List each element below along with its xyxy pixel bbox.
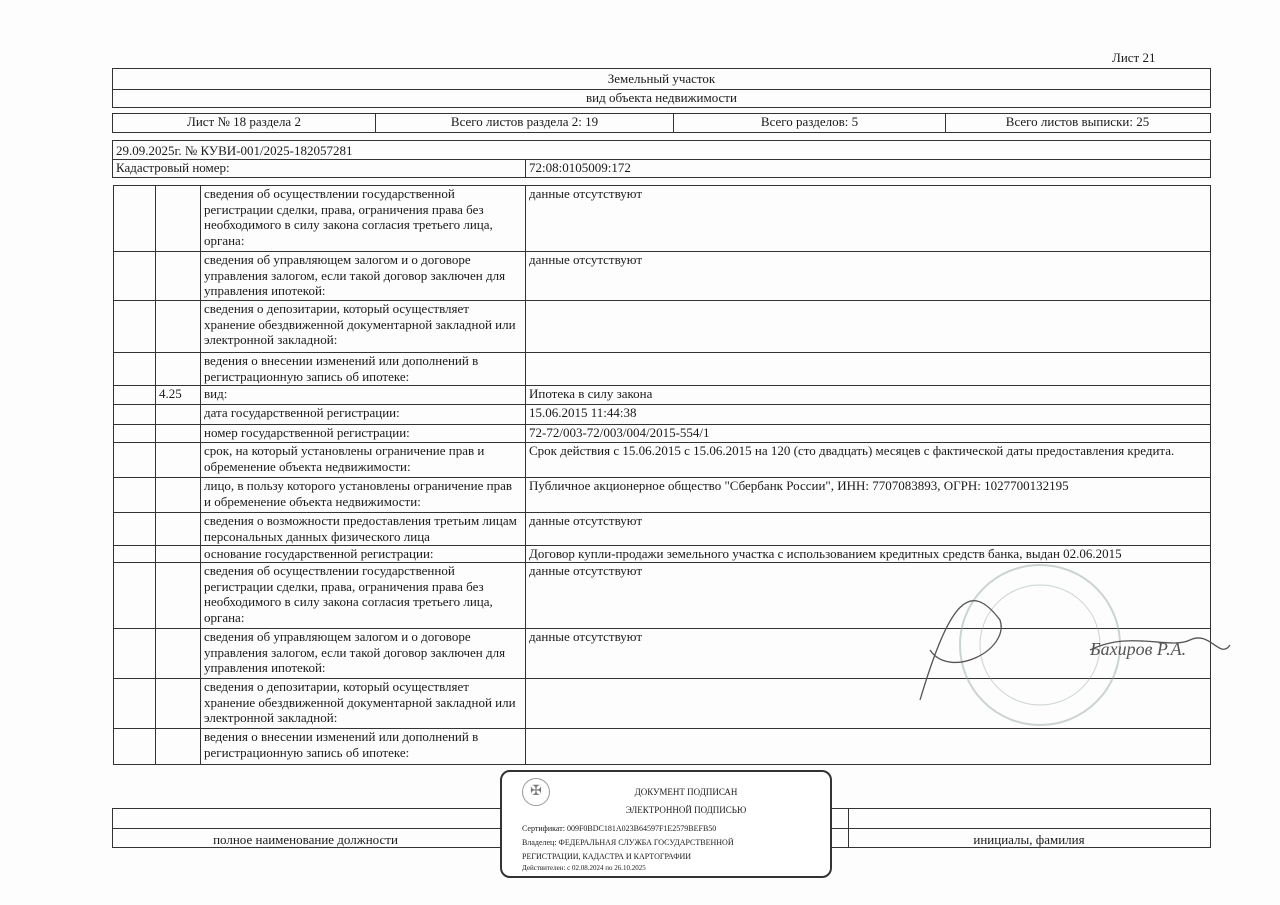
row-value: 72-72/003-72/003/004/2015-554/1 (526, 425, 1211, 443)
row-value: данные отсутствуют (526, 629, 1211, 679)
sheet-number: Лист 21 (1112, 50, 1156, 65)
row-label: вид: (201, 386, 526, 405)
row-blank (114, 386, 156, 405)
stamp-owner-2: РЕГИСТРАЦИИ, КАДАСТРА И КАРТОГРАФИИ (522, 852, 692, 861)
row-label: сведения об управляющем залогом и о договоре управления залогом, если такой договор заключен для управления ипотекой: (201, 252, 526, 301)
stamp-title: ДОКУМЕНТ ПОДПИСАН (634, 787, 738, 797)
row-blank (114, 513, 156, 546)
row-label: сведения о возможности предоставления третьим лицам персональных данных физического лица (201, 513, 526, 546)
electronic-signature-stamp (500, 770, 832, 878)
table-row (114, 386, 1211, 405)
row-value: данные отсутствуют (526, 513, 1211, 546)
object-type-box (112, 68, 1211, 108)
row-value: 15.06.2015 11:44:38 (526, 405, 1211, 425)
row-number (156, 478, 201, 513)
row-value (526, 353, 1211, 386)
row-blank (114, 252, 156, 301)
row-value: Срок действия с 15.06.2015 с 15.06.2015 на 120 (сто двадцать) месяцев с фактической даты предоставления кредита. (526, 443, 1211, 478)
row-number (156, 252, 201, 301)
row-blank (114, 186, 156, 252)
position-label: полное наименование должности (213, 832, 398, 847)
row-number: 4.25 (156, 386, 201, 405)
stamp-owner: Владелец: ФЕДЕРАЛЬНАЯ СЛУЖБА ГОСУДАРСТВЕННОЙ (522, 838, 734, 847)
row-number (156, 186, 201, 252)
row-blank (114, 679, 156, 729)
total-sheets: Всего листов выписки: 25 (1005, 114, 1150, 129)
row-number (156, 729, 201, 765)
row-number (156, 425, 201, 443)
row-number (156, 629, 201, 679)
row-label: сведения о депозитарии, который осуществляет хранение обездвиженной документарной закладной или электронной закладной: (201, 301, 526, 353)
table-row (114, 353, 1211, 386)
row-number (156, 301, 201, 353)
row-blank (114, 629, 156, 679)
row-blank (114, 729, 156, 765)
row-blank (114, 546, 156, 563)
row-blank (114, 405, 156, 425)
row-label: ведения о внесении изменений или дополнений в регистрационную запись об ипотеке: (201, 729, 526, 765)
row-number (156, 443, 201, 478)
table-row (114, 252, 1211, 301)
row-blank (114, 353, 156, 386)
row-value (526, 301, 1211, 353)
row-value: данные отсутствуют (526, 563, 1211, 629)
signature-text: Бахиров Р.А. (1090, 639, 1187, 659)
object-type-caption: вид объекта недвижимости (586, 90, 737, 105)
doc-reference: 29.09.2025г. № КУВИ-001/2025-182057281 (116, 143, 353, 158)
table-row (114, 425, 1211, 443)
row-label: сведения об осуществлении государственной регистрации сделки, права, ограничения права без необходимого в силу закона согласия третьего лица, органа: (201, 563, 526, 629)
row-number (156, 679, 201, 729)
table-row (114, 478, 1211, 513)
table-row (114, 186, 1211, 252)
row-number (156, 546, 201, 563)
row-value: данные отсутствуют (526, 186, 1211, 252)
row-blank (114, 425, 156, 443)
object-type: Земельный участок (607, 71, 716, 86)
cadastral-label: Кадастровый номер: (116, 160, 230, 175)
official-seal-and-signature (890, 560, 1250, 730)
sheet-info-row (112, 113, 1211, 133)
row-label: основание государственной регистрации: (201, 546, 526, 563)
row-label: сведения об управляющем залогом и о договоре управления залогом, если такой договор заключен для управления ипотекой: (201, 629, 526, 679)
stamp-validity: Действителен: с 02.08.2024 по 26.10.2025 (522, 864, 646, 872)
table-row (114, 443, 1211, 478)
doc-info-box (112, 140, 1211, 178)
row-value: Договор купли-продажи земельного участка с использованием кредитных средств банка, выдан 02.06.2015 (526, 546, 1211, 563)
row-blank (114, 563, 156, 629)
row-label: номер государственной регистрации: (201, 425, 526, 443)
sheet-no: Лист № 18 раздела 2 (113, 114, 376, 132)
row-label: дата государственной регистрации: (201, 405, 526, 425)
row-label: лицо, в пользу которого установлены ограничение прав и обременение объекта недвижимости: (201, 478, 526, 513)
row-number (156, 563, 201, 629)
stamp-subtitle: ЭЛЕКТРОННОЙ ПОДПИСЬЮ (625, 805, 747, 815)
row-blank (114, 301, 156, 353)
table-row (114, 301, 1211, 353)
row-label: сведения об осуществлении государственной регистрации сделки, права, ограничения права без необходимого в силу закона согласия третьего лица, органа: (201, 186, 526, 252)
stamp-certificate: Сертификат: 009F0BDC181A023B64597F1E2579BEFB50 (522, 824, 717, 833)
table-row (114, 513, 1211, 546)
table-row (114, 405, 1211, 425)
row-blank (114, 478, 156, 513)
row-label: сведения о депозитарии, который осуществляет хранение обездвиженной документарной закладной или электронной закладной: (201, 679, 526, 729)
sections-count: Всего разделов: 5 (674, 114, 946, 132)
row-value: данные отсутствуют (526, 252, 1211, 301)
row-blank (114, 443, 156, 478)
table-row (114, 729, 1211, 765)
row-label: срок, на который установлены ограничение прав и обременение объекта недвижимости: (201, 443, 526, 478)
row-value (526, 729, 1211, 765)
row-label: ведения о внесении изменений или дополнений в регистрационную запись об ипотеке: (201, 353, 526, 386)
row-number (156, 513, 201, 546)
row-value: Ипотека в силу закона (526, 386, 1211, 405)
cadastral-number: 72:08:0105009:172 (529, 160, 631, 175)
row-number (156, 405, 201, 425)
section-sheets: Всего листов раздела 2: 19 (376, 114, 674, 132)
row-value: Публичное акционерное общество "Сбербанк России", ИНН: 7707083893, ОГРН: 1027700132195 (526, 478, 1211, 513)
name-label: инициалы, фамилия (973, 832, 1085, 847)
emblem-icon: ✠ (522, 778, 550, 806)
row-number (156, 353, 201, 386)
